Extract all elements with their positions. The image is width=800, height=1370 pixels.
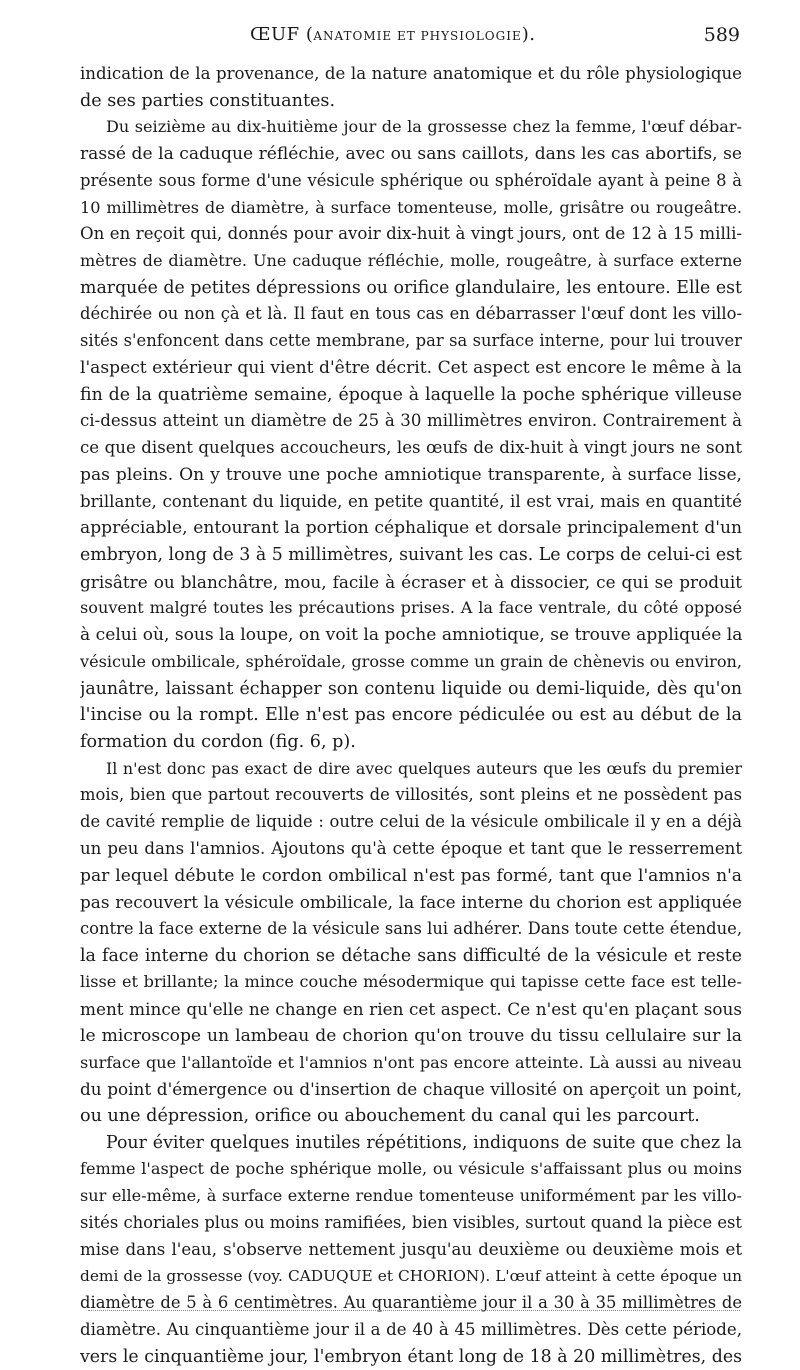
text-line: contre la face externe de la vésicule sans lui adhérer. Dans toute cette étendue,: [80, 916, 742, 943]
page-number: 589: [704, 24, 740, 46]
text-line: de ses parties constituantes.: [80, 88, 742, 115]
text-line: mise dans l'eau, s'observe nettement jusqu'au deuxième ou deuxième mois et: [80, 1237, 742, 1264]
running-title-main: ŒUF (: [250, 24, 313, 45]
text-line: Il n'est donc pas exact de dire avec quelques auteurs que les œufs du premier: [80, 756, 742, 783]
text-line: appréciable, entourant la portion céphalique et dorsale principalement d'un: [80, 515, 742, 542]
text-line: grisâtre ou blanchâtre, mou, facile à écraser et à dissocier, ce qui se produit: [80, 569, 742, 596]
text-line: 10 millimètres de diamètre, à surface tomenteuse, molle, grisâtre ou rougeâtre.: [80, 195, 742, 222]
paragraph: [80, 61, 742, 114]
text-line: Pour éviter quelques inutiles répétitions, indiquons de suite que chez la: [80, 1130, 742, 1157]
text-line: ou une dépression, orifice ou abouchement du canal qui les parcourt.: [80, 1103, 742, 1130]
text-line: brillante, contenant du liquide, en petite quantité, il est vrai, mais en quantité: [80, 489, 742, 516]
text-line: la face interne du chorion se détache sans difficulté de la vésicule et reste: [80, 943, 742, 970]
paragraph: [80, 1130, 742, 1370]
text-line: déchirée ou non çà et là. Il faut en tous cas en débarrasser l'œuf dont les villo-: [80, 301, 742, 328]
text-line: vers le cinquantième jour, l'embryon étant long de 18 à 20 millimètres, des: [80, 1344, 742, 1370]
text-line: à celui où, sous la loupe, on voit la poche amniotique, se trouve appliquée la: [80, 622, 742, 649]
text-line: présente sous forme d'une vésicule sphérique ou sphéroïdale ayant à peine 8 à: [80, 168, 742, 195]
text-line: un peu dans l'amnios. Ajoutons qu'à cette époque et tant que le resserrement: [80, 836, 742, 863]
text-line: l'aspect extérieur qui vient d'être décrit. Cet aspect est encore le même à la: [80, 355, 742, 382]
text-line: lisse et brillante; la mince couche mésodermique qui tapisse cette face est telle-: [80, 969, 742, 996]
text-line: formation du cordon (fig. 6, p).: [80, 729, 742, 756]
text-line: pas recouvert la vésicule ombilicale, la face interne du chorion est appliquée: [80, 889, 742, 916]
text-line: diamètre. Au cinquantième jour il a de 40 à 45 millimètres. Dès cette période,: [80, 1317, 742, 1344]
text-line: ci-dessus atteint un diamètre de 25 à 30 millimètres environ. Contrairement à: [80, 408, 742, 435]
text-line: l'incise ou la rompt. Elle n'est pas encore pédiculée ou est au début de la: [80, 702, 742, 729]
text-line: rassé de la caduque réfléchie, avec ou sans caillots, dans les cas abortifs, se: [80, 141, 742, 168]
text-line: pas pleins. On y trouve une poche amniotique transparente, à surface lisse,: [80, 462, 742, 489]
text-line: indication de la provenance, de la nature anatomique et du rôle physiologique: [80, 61, 742, 88]
text-line: diamètre de 5 à 6 centimètres. Au quarantième jour il a 30 à 35 millimètres de: [80, 1290, 742, 1317]
text-line: sités choriales plus ou moins ramifiées, bien visibles, surtout quand la pièce est: [80, 1210, 742, 1237]
footer-dotted-rule: [88, 1310, 740, 1311]
text-line: par lequel débute le cordon ombilical n'est pas formé, tant que l'amnios n'a: [80, 863, 742, 890]
text-line: sur elle-même, à surface externe rendue tomenteuse uniformément par les villo-: [80, 1183, 742, 1210]
running-title-end: ).: [522, 24, 536, 45]
text-line: femme l'aspect de poche sphérique molle, ou vésicule s'affaissant plus ou moins: [80, 1156, 742, 1183]
text-line: de cavité remplie de liquide : outre celui de la vésicule ombilicale il y en a déjà: [80, 809, 742, 836]
running-title-subject: ANATOMIE ET PHYSIOLOGIE: [313, 29, 521, 43]
running-header: [80, 24, 740, 50]
text-line: le microscope un lambeau de chorion qu'on trouve du tissu cellulaire sur la: [80, 1023, 742, 1050]
text-line: sités s'enfoncent dans cette membrane, par sa surface interne, pour lui trouver: [80, 328, 742, 355]
paragraph: [80, 114, 742, 755]
body-text: [80, 61, 742, 1370]
text-line: jaunâtre, laissant échapper son contenu liquide ou demi-liquide, dès qu'on: [80, 676, 742, 703]
text-line: demi de la grossesse (voy. CADUQUE et CHORION). L'œuf atteint à cette époque un: [80, 1263, 742, 1290]
text-line: fin de la quatrième semaine, époque à laquelle la poche sphérique villeuse: [80, 382, 742, 409]
text-line: souvent malgré toutes les précautions prises. A la face ventrale, du côté opposé: [80, 595, 742, 622]
text-line: marquée de petites dépressions ou orifice glandulaire, les entoure. Elle est: [80, 275, 742, 302]
text-line: On en reçoit qui, donnés pour avoir dix-huit à vingt jours, ont de 12 à 15 milli-: [80, 221, 742, 248]
text-line: mètres de diamètre. Une caduque réfléchie, molle, rougeâtre, à surface externe: [80, 248, 742, 275]
text-line: Du seizième au dix-huitième jour de la grossesse chez la femme, l'œuf débar-: [80, 114, 742, 141]
text-line: mois, bien que partout recouverts de villosités, sont pleins et ne possèdent pas: [80, 782, 742, 809]
text-line: embryon, long de 3 à 5 millimètres, suivant les cas. Le corps de celui-ci est: [80, 542, 742, 569]
text-line: surface que l'allantoïde et l'amnios n'ont pas encore atteinte. Là aussi au niveau: [80, 1050, 742, 1077]
text-line: ment mince qu'elle ne change en rien cet aspect. Ce n'est qu'en plaçant sous: [80, 996, 742, 1023]
running-title: [250, 24, 535, 45]
text-line: du point d'émergence ou d'insertion de chaque villosité on aperçoit un point,: [80, 1076, 742, 1103]
paragraph: [80, 756, 742, 1130]
text-line: ce que disent quelques accoucheurs, les œufs de dix-huit à vingt jours ne sont: [80, 435, 742, 462]
text-line: vésicule ombilicale, sphéroïdale, grosse comme un grain de chènevis ou environ,: [80, 649, 742, 676]
